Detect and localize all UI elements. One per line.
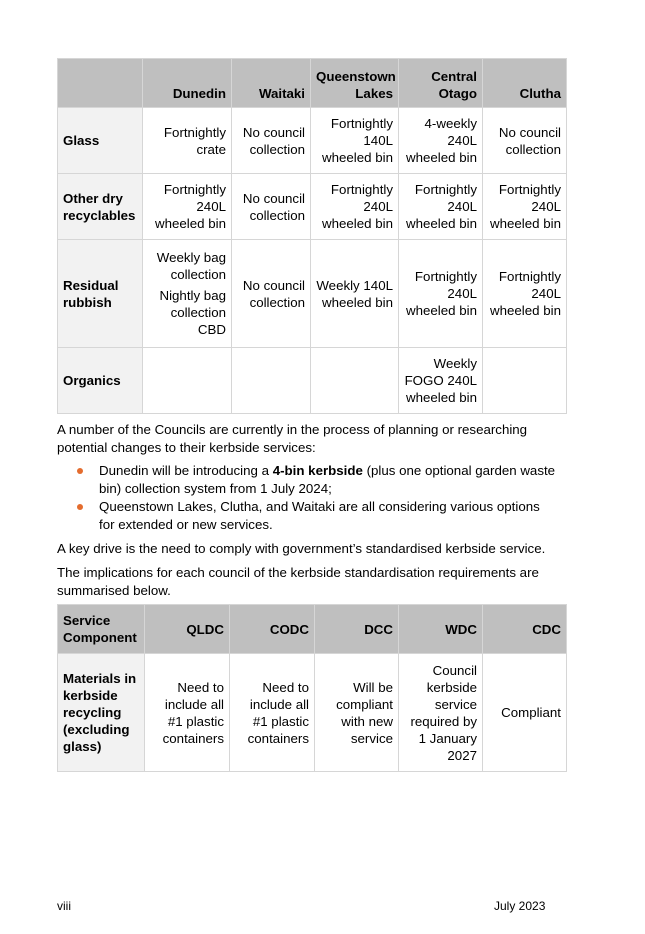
cell-text: Fortnightly 140L wheeled bin (322, 116, 393, 165)
cell-text: Fortnightly 240L wheeled bin (406, 269, 477, 318)
bullet-list (57, 462, 557, 534)
header-cell-wdc: WDC (399, 605, 483, 654)
list-item (57, 462, 557, 497)
cell-text: Weekly FOGO 240L wheeled bin (404, 356, 477, 405)
table-row (58, 654, 567, 772)
header-cell-waitaki: Waitaki (232, 59, 311, 108)
table-row (58, 348, 567, 414)
implications-paragraph: The implications for each council of the kerbside standardisation requirements are summarised below. (57, 565, 539, 598)
cell-text: Weekly 140L wheeled bin (316, 277, 393, 310)
table-cell (399, 348, 483, 414)
table-cell: Need to include all #1 plastic containers (230, 654, 315, 772)
kerbside-services-table (57, 58, 567, 414)
table-cell (232, 240, 311, 348)
table-cell (399, 108, 483, 174)
header-cell-central-otago: Central Otago (399, 59, 483, 108)
header-cell-corner (58, 59, 143, 108)
table-cell-empty (311, 348, 399, 414)
bullet-text: Queenstown Lakes, Clutha, and Waitaki are all considering various options for extended or new services. (99, 499, 540, 532)
bullet-icon (77, 504, 83, 510)
footer-date: July 2023 (494, 899, 546, 913)
table-cell (483, 174, 567, 240)
table-cell: Need to include all #1 plastic containers (145, 654, 230, 772)
header-cell-dcc: DCC (315, 605, 399, 654)
header-cell-codc: CODC (230, 605, 315, 654)
bullet-text: Dunedin will be introducing a (99, 463, 273, 478)
row-header-other-dry-recyclables: Other dry recyclables (58, 174, 143, 240)
table-cell (399, 240, 483, 348)
cell-text: No council collection (242, 277, 305, 310)
table-cell (143, 108, 232, 174)
header-cell-qldc: QLDC (145, 605, 230, 654)
row-header-glass: Glass (58, 108, 143, 174)
table-row (58, 108, 567, 174)
table-cell (399, 174, 483, 240)
header-cell-dunedin: Dunedin (143, 59, 232, 108)
table-cell: Will be compliant with new service (315, 654, 399, 772)
table-cell: Compliant (483, 654, 567, 772)
cell-text: Fortnightly crate (163, 124, 226, 157)
table-cell-empty (232, 348, 311, 414)
table-cell (311, 108, 399, 174)
cell-text: Fortnightly 240L wheeled bin (155, 182, 226, 231)
cell-text: No council collection (498, 124, 561, 157)
table-header-row (58, 605, 567, 654)
table-cell (483, 240, 567, 348)
key-drive-paragraph: A key drive is the need to comply with government’s standardised kerbside service. (57, 541, 546, 556)
bullet-bold-text: 4-bin kerbside (272, 463, 363, 478)
cell-text: No council collection (242, 190, 305, 223)
table-header-row (58, 59, 567, 108)
table-row (58, 240, 567, 348)
table-cell (143, 240, 232, 348)
cell-text: Fortnightly 240L wheeled bin (490, 269, 561, 318)
cell-text: Fortnightly 240L wheeled bin (490, 182, 561, 231)
cell-text: Nightly bag collection CBD (159, 288, 226, 337)
cell-text: Weekly bag collection (156, 250, 226, 282)
table-row (58, 174, 567, 240)
bullet-text: (plus one optional garden waste bin) collection system from 1 July 2024; (99, 463, 556, 496)
table-cell (311, 174, 399, 240)
header-cell-cdc: CDC (483, 605, 567, 654)
bullet-icon (77, 468, 83, 474)
standardisation-implications-table (57, 604, 567, 772)
row-header-materials: Materials in kerbside recycling (excluding glass) (58, 654, 145, 772)
table-cell (311, 240, 399, 348)
row-header-residual-rubbish: Residual rubbish (58, 240, 143, 348)
page-number: viii (57, 899, 71, 913)
table-cell: Council kerbside service required by 1 January 2027 (399, 654, 483, 772)
cell-text: No council collection (242, 124, 305, 157)
table-cell (232, 108, 311, 174)
table-cell (143, 174, 232, 240)
list-item (57, 498, 557, 533)
cell-text: Fortnightly 240L wheeled bin (406, 182, 477, 231)
header-cell-service-component: Service Component (58, 605, 145, 654)
header-cell-clutha: Clutha (483, 59, 567, 108)
table-cell (483, 108, 567, 174)
cell-text: 4-weekly 240L wheeled bin (406, 116, 477, 165)
table-cell-empty (483, 348, 567, 414)
table-cell-empty (143, 348, 232, 414)
header-cell-queenstown-lakes: Queenstown Lakes (311, 59, 399, 108)
table-cell (232, 174, 311, 240)
cell-text: Fortnightly 240L wheeled bin (322, 182, 393, 231)
row-header-organics: Organics (58, 348, 143, 414)
intro-paragraph: A number of the Councils are currently in the process of planning or researching potential changes to their kerbside services: (57, 422, 528, 455)
